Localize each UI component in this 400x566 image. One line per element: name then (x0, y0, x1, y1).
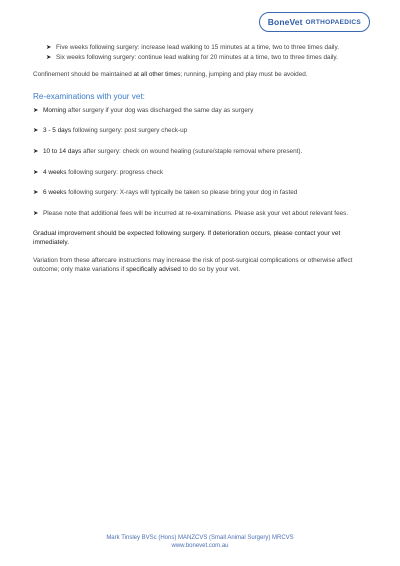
reexam-item-6 (33, 210, 368, 219)
reexam-rest-2: following surgery: post surgery check-up (71, 127, 188, 135)
confinement-bold: at all other times (133, 71, 181, 79)
reexam-bold-3: 10 to 14 days (43, 147, 82, 155)
reexam-heading: Re-examinations with your vet: (33, 91, 145, 101)
walking-item-2 (46, 54, 368, 63)
reexam-bold-2: 3 - 5 days (43, 127, 72, 135)
reexam-rest-5: following surgery: X-rays will typically be taken so please bring your dog in fasted (66, 189, 298, 197)
arrow-bullet-icon: ➤ (46, 44, 52, 51)
reexam-rest-3: after surgery: check on wound healing (suture/staple removal where present). (81, 147, 303, 155)
gradual-improvement-note: Gradual improvement should be expected following surgery. If deterioration occurs, please contact your vet immediately. (33, 230, 341, 247)
arrow-bullet-icon: ➤ (46, 53, 52, 61)
walking-item-1 (46, 44, 368, 53)
walking-text-2: Six weeks following surgery: continue lead walking for 20 minutes at a time, two to three times daily. (56, 53, 338, 61)
arrow-bullet-icon: ➤ (33, 147, 39, 155)
variation-paragraph (33, 257, 368, 274)
page-footer (0, 534, 400, 550)
arrow-bullet-icon: ➤ (33, 189, 39, 197)
reexam-bold-4: 4 weeks (43, 168, 67, 176)
reexam-bold-5: 6 weeks (43, 189, 67, 197)
logo-pill (259, 12, 370, 32)
confinement-paragraph (33, 71, 368, 80)
reexam-bold-1: Morning (43, 106, 67, 114)
arrow-bullet-icon: ➤ (33, 209, 39, 217)
reexam-rest-1: after surgery if your dog was discharged the same day as surgery (66, 106, 254, 114)
footer-website[interactable]: www.bonevet.com.au (171, 543, 229, 549)
reexam-item-4 (33, 169, 368, 178)
reexam-rest-6: Please note that additional fees will be incurred at re-examinations. Please ask your vet about relevant fees. (43, 209, 349, 217)
footer-credentials: Mark Tinsley BVSc (Hons) MANZCVS (Small Animal Surgery) MRCVS (106, 535, 294, 541)
confinement-post: ; running, jumping and play must be avoided. (180, 71, 308, 79)
variation-bold: specifically advised (126, 265, 181, 273)
logo-suffix: ORTHOPAEDICS (305, 18, 361, 26)
arrow-bullet-icon: ➤ (33, 127, 39, 135)
reexam-rest-4: following surgery: progress check (66, 168, 164, 176)
reexam-item-2 (33, 127, 368, 136)
reexam-item-3 (33, 148, 368, 157)
reexam-item-5 (33, 189, 368, 198)
walking-text-1: Five weeks following surgery: increase lead walking to 15 minutes at a time, two to three times daily. (56, 44, 339, 51)
arrow-bullet-icon: ➤ (33, 106, 39, 114)
variation-post: to do so by your vet. (180, 265, 241, 273)
reexam-item-1 (33, 107, 368, 116)
bonevet-logo (259, 12, 370, 32)
document-body (33, 44, 368, 275)
confinement-pre: Confinement should be maintained (33, 71, 134, 79)
logo-name: BoneVet (267, 17, 303, 27)
arrow-bullet-icon: ➤ (33, 168, 39, 176)
variation-pre: Variation from these aftercare instructions may increase the risk of post-surgical complications or otherwise affect outcome; only make variations if (33, 257, 353, 273)
